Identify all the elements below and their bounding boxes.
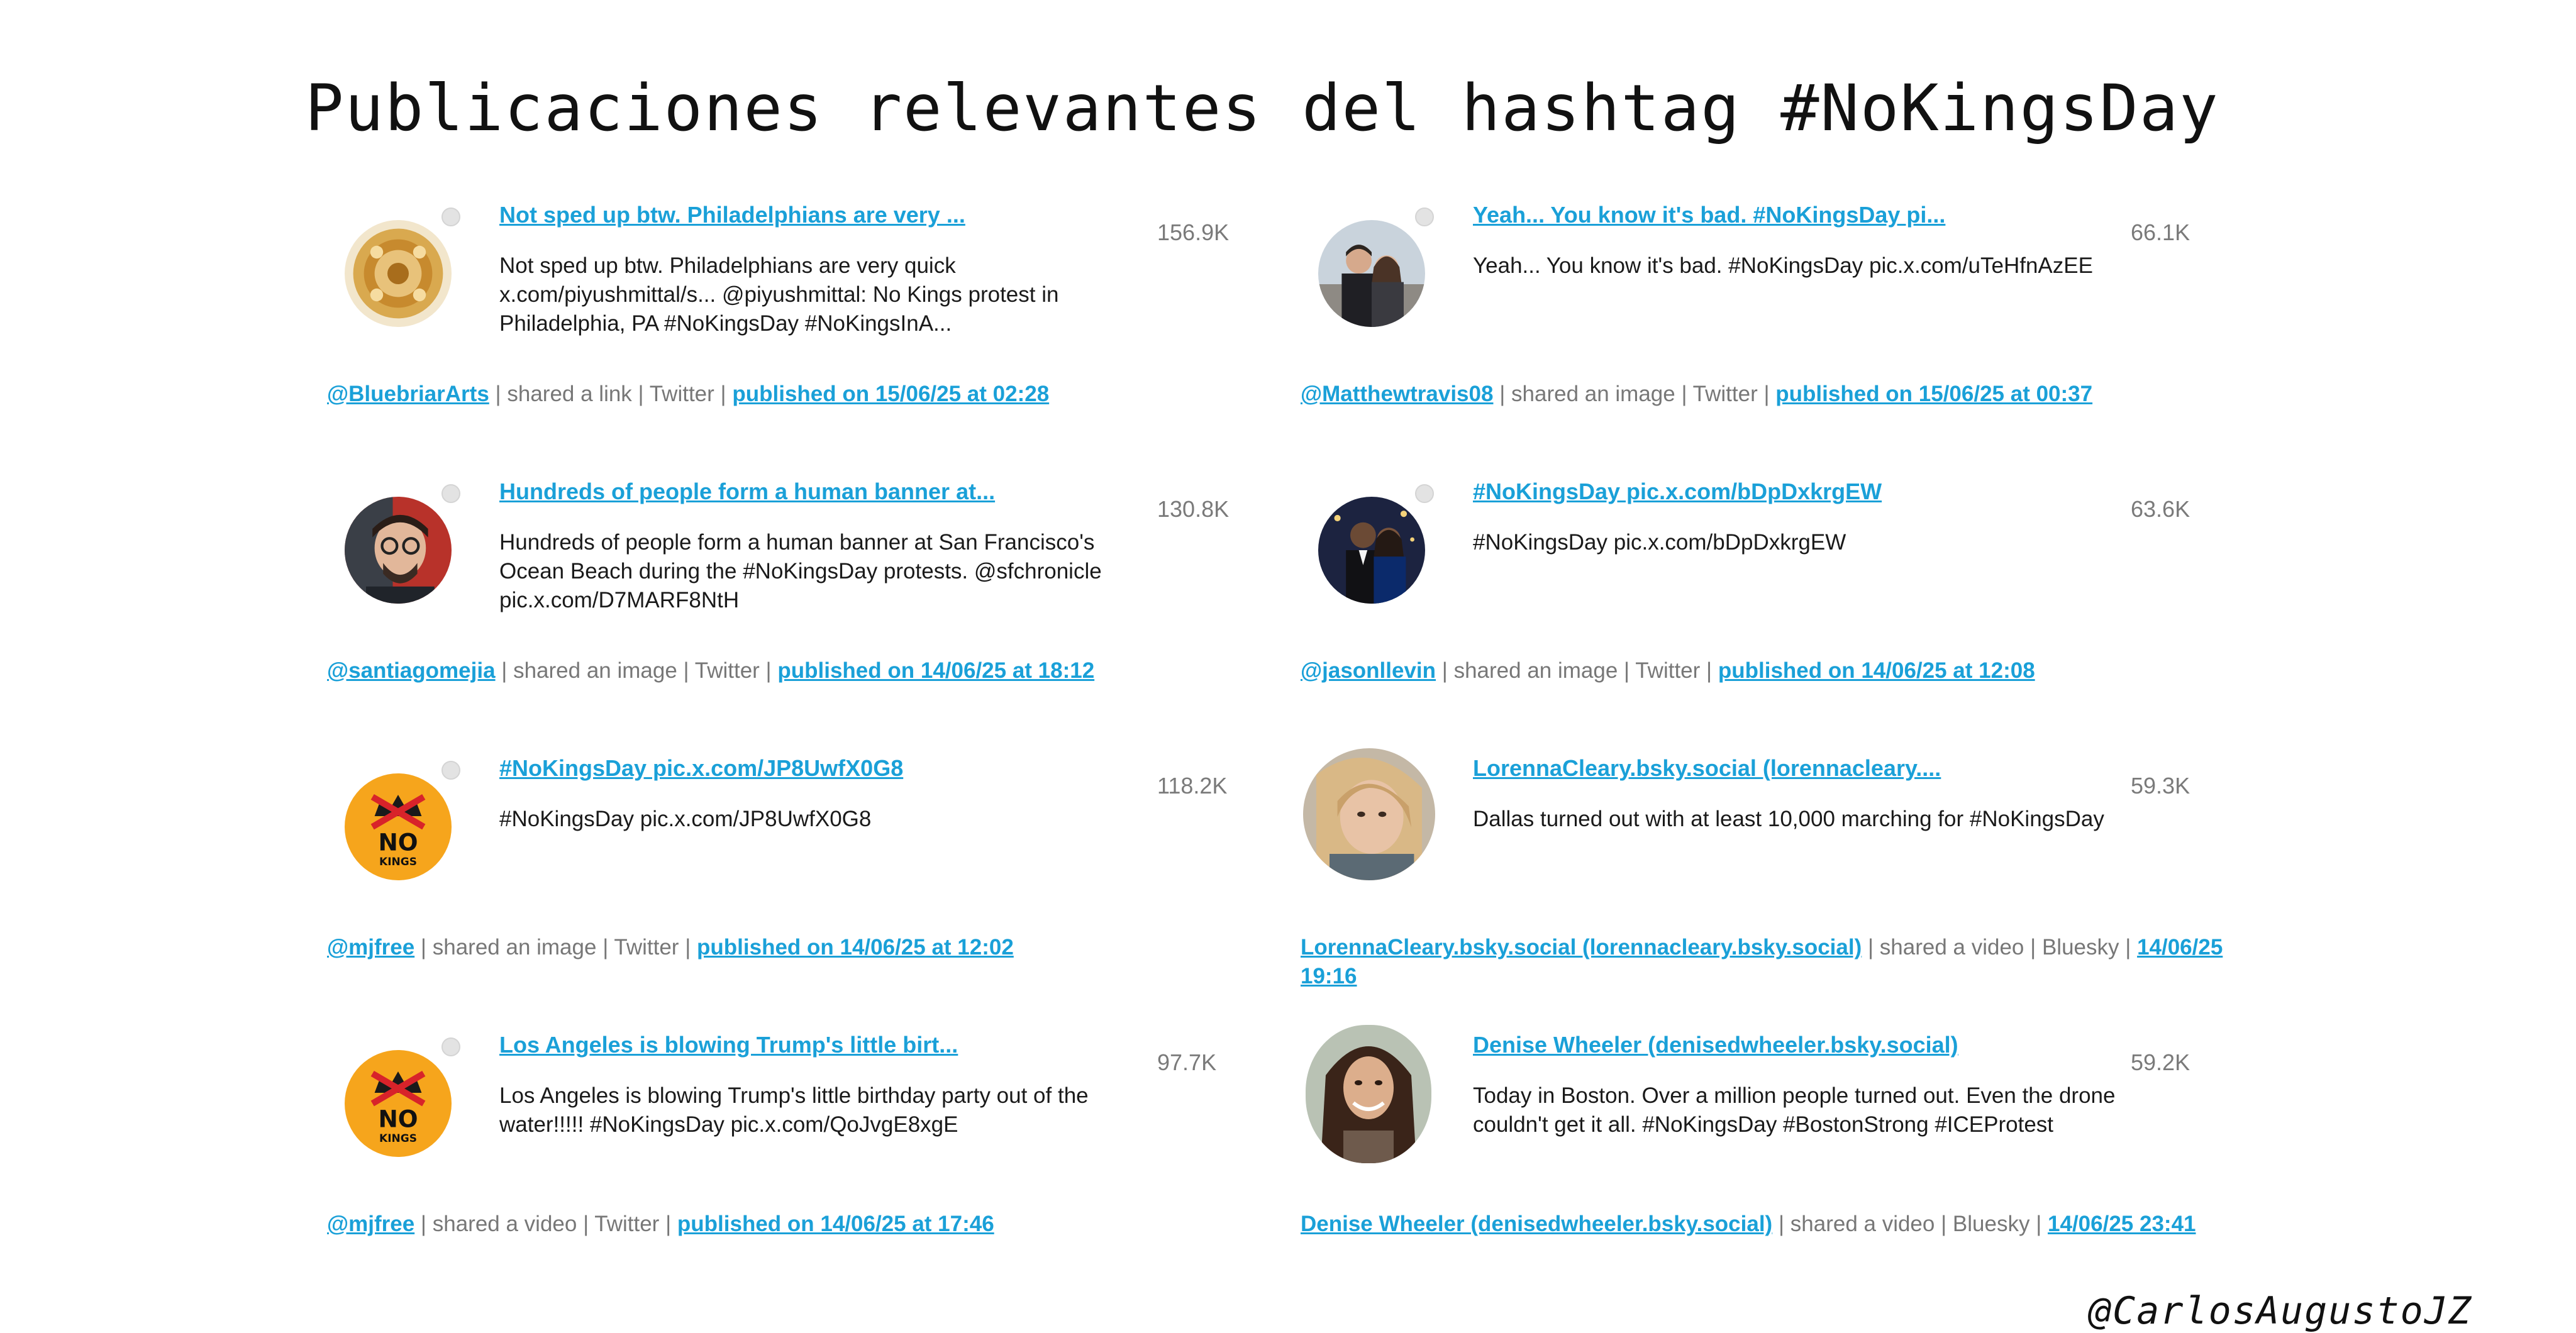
- platform-name: Twitter: [649, 382, 714, 406]
- separator: |: [2029, 1212, 2048, 1236]
- post-card: [1301, 201, 2263, 465]
- logo-text: KINGS: [379, 1132, 417, 1146]
- platform-name: Twitter: [1635, 658, 1701, 683]
- platform-name: Bluesky: [1952, 1212, 2030, 1236]
- post-meta: [1301, 656, 2282, 685]
- man-glasses-avatar[interactable]: [345, 497, 452, 604]
- platform-name: Twitter: [614, 935, 679, 960]
- post-card: [327, 755, 1289, 1019]
- post-text: #NoKingsDay pic.x.com/JP8UwfX0G8: [499, 807, 872, 831]
- post-text: Today in Boston. Over a million people turned out. Even the drone couldn't get it all. #NoKingsDay #BostonStrong #ICEProtest: [1473, 1083, 2116, 1137]
- author-link[interactable]: @Matthewtravis08: [1301, 382, 1494, 406]
- separator: |: [596, 935, 614, 960]
- separator: |: [1618, 658, 1636, 683]
- post-text: Dallas turned out with at least 10,000 marching for #NoKingsDay: [1473, 807, 2104, 831]
- logo-text: KINGS: [379, 856, 417, 869]
- separator: |: [2024, 935, 2042, 960]
- separator: |: [1862, 935, 1880, 960]
- separator: |: [414, 1212, 433, 1236]
- separator: |: [1700, 658, 1718, 683]
- post-title-link[interactable]: Los Angeles is blowing Trump's little birt...: [499, 1032, 958, 1058]
- separator: |: [1436, 658, 1454, 683]
- separator: |: [495, 658, 514, 683]
- engagement-count: 63.6K: [2131, 496, 2190, 522]
- engagement-count: 59.2K: [2131, 1049, 2190, 1075]
- woman-smiling-avatar[interactable]: [1306, 1025, 1431, 1163]
- engagement-count: 118.2K: [1157, 773, 1228, 799]
- page-title: Publicaciones relevantes del hashtag #NoKingsDay: [305, 71, 2219, 146]
- status-dot: [441, 761, 460, 780]
- post-meta: [1301, 1210, 2282, 1239]
- post-card: [1301, 755, 2263, 1019]
- author-link[interactable]: LorennaCleary.bsky.social (lorennacleary.bsky.social): [1301, 935, 1862, 960]
- author-link[interactable]: @mjfree: [327, 935, 415, 960]
- separator: |: [677, 658, 695, 683]
- post-text: Not sped up btw. Philadelphians are very quick x.com/piyushmittal/s... @piyushmittal: No Kings protest in Philadelphia, PA #NoKingsDay #NoKingsInA...: [499, 253, 1059, 336]
- published-link[interactable]: published on 14/06/25 at 18:12: [777, 658, 1095, 683]
- logo-text: NO: [378, 1105, 418, 1133]
- share-type: shared a video: [432, 1212, 577, 1236]
- no-kings-logo-avatar[interactable]: [345, 1050, 452, 1157]
- post-title-link[interactable]: LorennaCleary.bsky.social (lorennacleary....: [1473, 755, 1941, 781]
- engagement-count: 97.7K: [1157, 1049, 1217, 1075]
- woman-selfie-avatar[interactable]: [1303, 748, 1435, 880]
- published-link[interactable]: published on 14/06/25 at 12:02: [697, 935, 1014, 960]
- separator: |: [1757, 382, 1776, 406]
- share-type: shared a video: [1879, 935, 2024, 960]
- post-card: [327, 201, 1289, 465]
- logo-text: NO: [378, 828, 418, 856]
- status-dot: [1415, 484, 1434, 503]
- status-dot: [441, 484, 460, 503]
- separator: |: [759, 658, 778, 683]
- post-meta: [327, 1210, 1308, 1239]
- post-text: Los Angeles is blowing Trump's little birthday party out of the water!!!!! #NoKingsDay pic.x.com/QoJvgE8xgE: [499, 1083, 1089, 1137]
- platform-name: Bluesky: [2041, 935, 2119, 960]
- post-title-link[interactable]: #NoKingsDay pic.x.com/bDpDxkrgEW: [1473, 478, 1882, 504]
- status-dot: [1415, 207, 1434, 226]
- separator: |: [577, 1212, 595, 1236]
- post-title-link[interactable]: Yeah... You know it's bad. #NoKingsDay pi...: [1473, 202, 1946, 228]
- separator: |: [1493, 382, 1512, 406]
- separator: |: [714, 382, 733, 406]
- separator: |: [1675, 382, 1693, 406]
- share-type: shared a video: [1790, 1212, 1935, 1236]
- author-link[interactable]: Denise Wheeler (denisedwheeler.bsky.social): [1301, 1212, 1773, 1236]
- author-link[interactable]: @BluebriarArts: [327, 382, 489, 406]
- published-link[interactable]: published on 15/06/25 at 00:37: [1775, 382, 2093, 406]
- post-title-link[interactable]: Hundreds of people form a human banner at...: [499, 478, 996, 504]
- separator: |: [2119, 935, 2138, 960]
- post-meta: [327, 656, 1308, 685]
- published-link[interactable]: published on 15/06/25 at 02:28: [732, 382, 1050, 406]
- post-card: [327, 478, 1289, 742]
- share-type: shared an image: [1511, 382, 1675, 406]
- status-dot: [441, 1037, 460, 1056]
- published-link[interactable]: 14/06/25 19:16: [1301, 935, 2223, 988]
- share-type: shared an image: [513, 658, 677, 683]
- post-meta: [327, 380, 1308, 409]
- couple-photo-avatar[interactable]: [1318, 220, 1425, 327]
- separator: |: [631, 382, 650, 406]
- engagement-count: 156.9K: [1157, 219, 1230, 245]
- published-link[interactable]: published on 14/06/25 at 12:08: [1718, 658, 2035, 683]
- separator: |: [489, 382, 508, 406]
- separator: |: [1935, 1212, 1953, 1236]
- published-link[interactable]: published on 14/06/25 at 17:46: [677, 1212, 994, 1236]
- separator: |: [1772, 1212, 1790, 1236]
- post-card: [1301, 1031, 2263, 1295]
- separator: |: [679, 935, 697, 960]
- author-signature: @CarlosAugustoJZ: [2089, 1289, 2472, 1333]
- post-card: [1301, 478, 2263, 742]
- separator: |: [659, 1212, 677, 1236]
- post-text: Yeah... You know it's bad. #NoKingsDay pic.x.com/uTeHfnAzEE: [1473, 253, 2093, 278]
- post-card: [327, 1031, 1289, 1295]
- author-link[interactable]: @jasonllevin: [1301, 658, 1436, 683]
- post-title-link[interactable]: #NoKingsDay pic.x.com/JP8UwfX0G8: [499, 755, 904, 781]
- share-type: shared an image: [1453, 658, 1618, 683]
- share-type: shared a link: [507, 382, 632, 406]
- golden-ornament-avatar[interactable]: [345, 220, 452, 327]
- engagement-count: 66.1K: [2131, 219, 2190, 245]
- post-meta: [1301, 933, 2282, 991]
- no-kings-logo-avatar[interactable]: [345, 773, 452, 880]
- platform-name: Twitter: [594, 1212, 660, 1236]
- author-link[interactable]: @mjfree: [327, 1212, 415, 1236]
- published-link[interactable]: 14/06/25 23:41: [2048, 1212, 2196, 1236]
- author-link[interactable]: @santiagomejia: [327, 658, 496, 683]
- separator: |: [414, 935, 433, 960]
- post-meta: [1301, 380, 2282, 409]
- couple-formal-avatar[interactable]: [1318, 497, 1425, 604]
- post-title-link[interactable]: Not sped up btw. Philadelphians are very ...: [499, 202, 965, 228]
- platform-name: Twitter: [1692, 382, 1758, 406]
- status-dot: [441, 207, 460, 226]
- post-text: Hundreds of people form a human banner at San Francisco's Ocean Beach during the #NoKingsDay protests. @sfchronicle pic.x.com/D7MARF8NtH: [499, 530, 1102, 612]
- platform-name: Twitter: [694, 658, 760, 683]
- share-type: shared an image: [432, 935, 597, 960]
- post-meta: [327, 933, 1308, 962]
- post-text: #NoKingsDay pic.x.com/bDpDxkrgEW: [1473, 530, 1846, 555]
- engagement-count: 130.8K: [1157, 496, 1230, 522]
- engagement-count: 59.3K: [2131, 773, 2190, 799]
- post-title-link[interactable]: Denise Wheeler (denisedwheeler.bsky.social): [1473, 1032, 1958, 1058]
